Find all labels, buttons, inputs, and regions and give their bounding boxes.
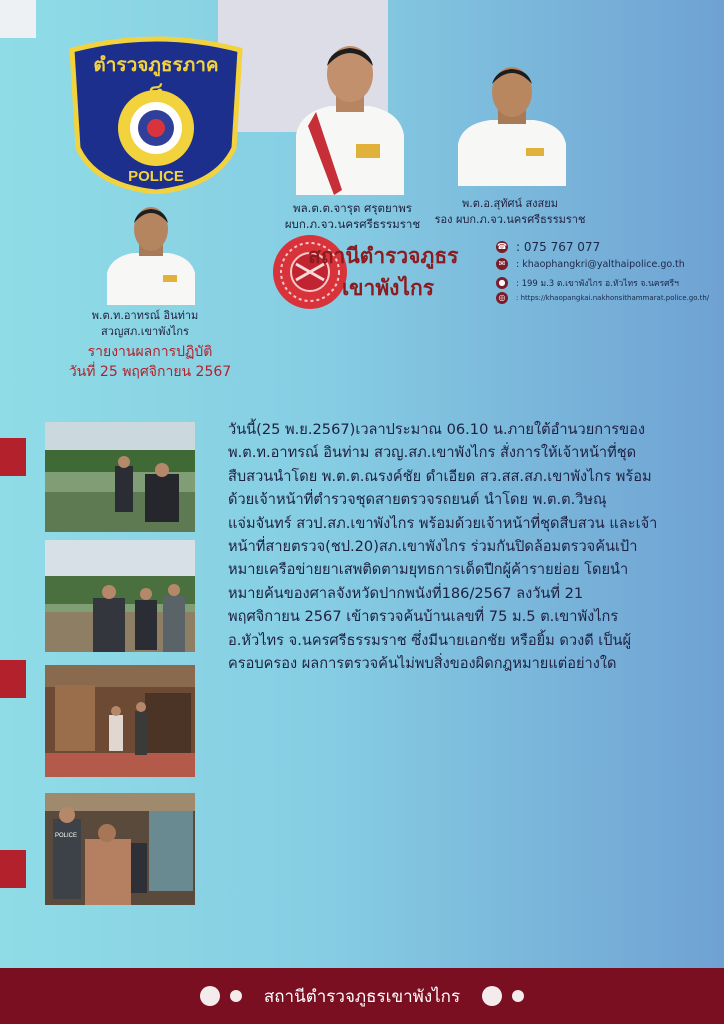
- red-accent-tab: [0, 660, 26, 698]
- commander-name: พล.ต.ต.จารุต ศรุตยาพร: [293, 201, 412, 215]
- deputy-position: รอง ผบก.ภ.จว.นครศรีธรรมราช: [434, 213, 586, 226]
- commander-position: ผบก.ภ.จว.นครศรีธรรมราช: [284, 217, 421, 231]
- contact-address: : 199 ม.3 ต.เขาพังไกร อ.หัวไทร จ.นครศรีฯ: [516, 279, 679, 289]
- location-pin-icon: ●: [496, 277, 508, 289]
- operation-photo-1: [45, 422, 195, 532]
- contact-phone: : 075 767 077: [516, 240, 601, 254]
- contact-email: : khaophangkri@yalthaipolice.go.th: [516, 258, 685, 270]
- commander-portrait: [290, 40, 410, 195]
- contact-email-row: [496, 258, 685, 270]
- footer-dot-icon: [200, 986, 220, 1006]
- station-chief-name: พ.ต.ท.อาทรณ์ อินท่าม: [91, 309, 199, 322]
- police-badge-logo: [66, 36, 246, 194]
- station-chief-portrait: [105, 205, 197, 305]
- contact-address-row: [496, 276, 679, 290]
- operation-photo-4: [45, 793, 195, 905]
- report-body-text: วันนี้(25 พ.ย.2567)เวลาประมาณ 06.10 น.ภายใต้อำนวยการของ พ.ต.ท.อาทรณ์ อินท่าม สวญ.สภ.เขาพังไกร สั่งการให้เจ้าหน้าที่ชุดสืบสวนนำโดย พ.ต.ต.ณรงค์ชัย ดำเอียด สว.สส.สภ.เขาพังไกร พร้อมด้วยเจ้าหน้าที่ตำรวจชุดสายตรวจรถยนต์ นำโดย พ.ต.ต.วิษณุ แจ่มจันทร์ สวป.สภ.เขาพังไกร พร้อมด้วยเจ้าหน้าที่ชุดสืบสวน และเจ้าหน้าที่สายตรวจ(ชป.20)สภ.เขาพังไกร ร่วมกันปิดล้อมตรวจค้นเป้าหมายเครือข่ายยาเสพติดตามยุทธการเด็ดปีกผู้ค้ารายย่อย โดยนำหมายค้นของศาลจังหวัดปากพนังที่186/2567 ลงวันที่ 21 พฤศจิกายน 2567 เข้าตรวจค้นบ้านเลขที่ 75 ม.5 ต.เขาพังไกร อ.หัวไทร จ.นครศรีธรรมราช ซึ่งมีนายเอกชัย หรือยิ้ม ดวงดี เป็นผู้ครอบครอง ผลการตรวจค้นไม่พบสิ่งของผิดกฎหมายแต่อย่างใด: [228, 421, 658, 673]
- footer-content: [0, 968, 724, 1024]
- globe-icon: ◎: [496, 292, 508, 304]
- station-title-line1: สถานีตำรวจภูธร: [308, 244, 459, 268]
- badge-police-text: POLICE: [128, 168, 184, 185]
- footer-dot-icon: [482, 986, 502, 1006]
- contact-website: : https://khaopangkai.nakhonsithammarat.police.go.th/: [516, 294, 710, 302]
- station-title-line2: เขาพังไกร: [342, 276, 434, 300]
- deputy-portrait: [456, 64, 568, 186]
- operation-photo-3: [45, 665, 195, 777]
- footer-station-name: สถานีตำรวจภูธรเขาพังไกร: [263, 986, 461, 1007]
- email-icon: ✉: [496, 258, 508, 270]
- report-title: รายงานผลการปฏิบัติ: [87, 344, 213, 360]
- photo-vest-label: POLICE: [55, 833, 78, 839]
- badge-region-number: ๘: [149, 79, 163, 100]
- badge-top-text: ตำรวจภูธรภาค: [93, 54, 219, 76]
- footer-dot-icon: [230, 990, 242, 1002]
- deputy-name: พ.ต.อ.สุทัศน์ สงสยม: [462, 197, 558, 210]
- operation-photo-2: [45, 540, 195, 652]
- footer-dot-icon: [512, 990, 524, 1002]
- red-accent-tab: [0, 850, 26, 888]
- commander-caption: [270, 200, 435, 232]
- contact-phone-row: [496, 240, 600, 254]
- report-heading: [50, 342, 250, 382]
- footer-bar: [0, 968, 724, 1024]
- phone-icon: ☎: [497, 242, 507, 251]
- deputy-caption: [430, 196, 590, 228]
- report-date: วันที่ 25 พฤศจิกายน 2567: [68, 364, 232, 380]
- contact-website-row: [496, 292, 709, 304]
- station-chief-caption: [70, 308, 220, 340]
- station-chief-position: สวญสภ.เขาพังไกร: [101, 325, 189, 338]
- red-accent-tab: [0, 438, 26, 476]
- corner-block: [0, 0, 36, 38]
